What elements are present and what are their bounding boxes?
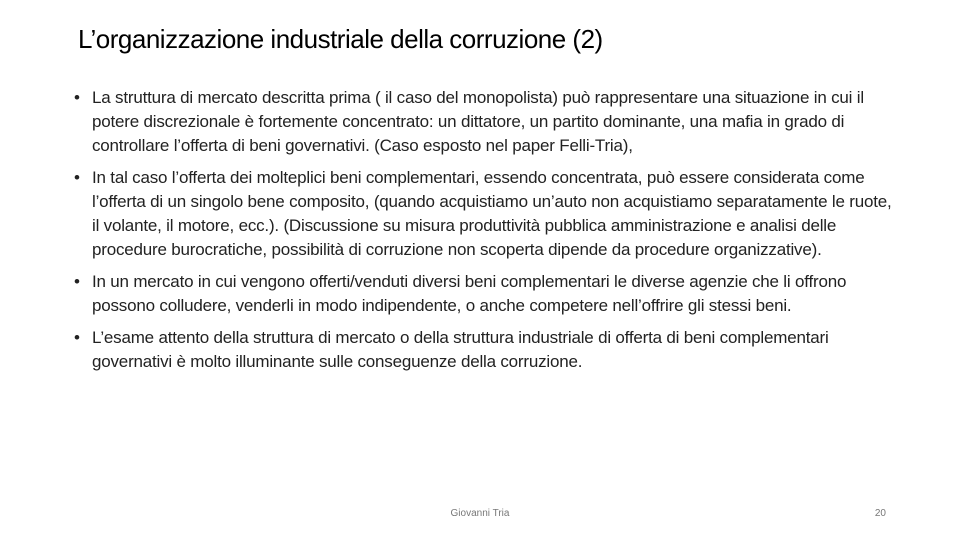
bullet-marker: •: [74, 272, 80, 291]
bullet-marker: •: [74, 328, 80, 347]
bullet-text: In tal caso l’offerta dei molteplici beni complementari, essendo concentrata, può essere considerata come l’offerta di un singolo bene composito, (quando acquistiamo un’auto non acquistiamo separatamente le ruote, il volante, il motore, ecc.). (Discussione su misura produttività pubblica amministrazione e analisi delle procedure burocratiche, possibilità di corruzione non scoperta dipende da procedure organizzative).: [92, 168, 892, 259]
footer-author: Giovanni Tria: [450, 508, 510, 519]
bullet-marker: •: [74, 88, 80, 107]
bullet-marker: •: [74, 168, 80, 187]
bullet-item: [74, 86, 894, 158]
bullet-text: In un mercato in cui vengono offerti/venduti diversi beni complementari le diverse agenzie che li offrono possono colludere, venderli in modo indipendente, o anche competere nell’offrire gli stessi beni.: [92, 272, 847, 315]
bullet-text: La struttura di mercato descritta prima ( il caso del monopolista) può rappresentare una situazione in cui il potere discrezionale è fortemente concentrato: un dittatore, un partito dominante, una mafia in grado di controllare l’offerta di beni governativi. (Caso esposto nel paper Felli-Tria),: [92, 88, 864, 155]
bullet-item: [74, 166, 894, 262]
bullet-item: [74, 326, 894, 374]
slide-title: L’organizzazione industriale della corruzione (2): [78, 24, 603, 54]
page-number: 20: [874, 508, 886, 519]
bullet-item: [74, 270, 894, 318]
bullet-list: [74, 86, 894, 382]
bullet-text: L’esame attento della struttura di mercato o della struttura industriale di offerta di beni complementari governativi è molto illuminante sulle conseguenze della corruzione.: [92, 328, 829, 371]
